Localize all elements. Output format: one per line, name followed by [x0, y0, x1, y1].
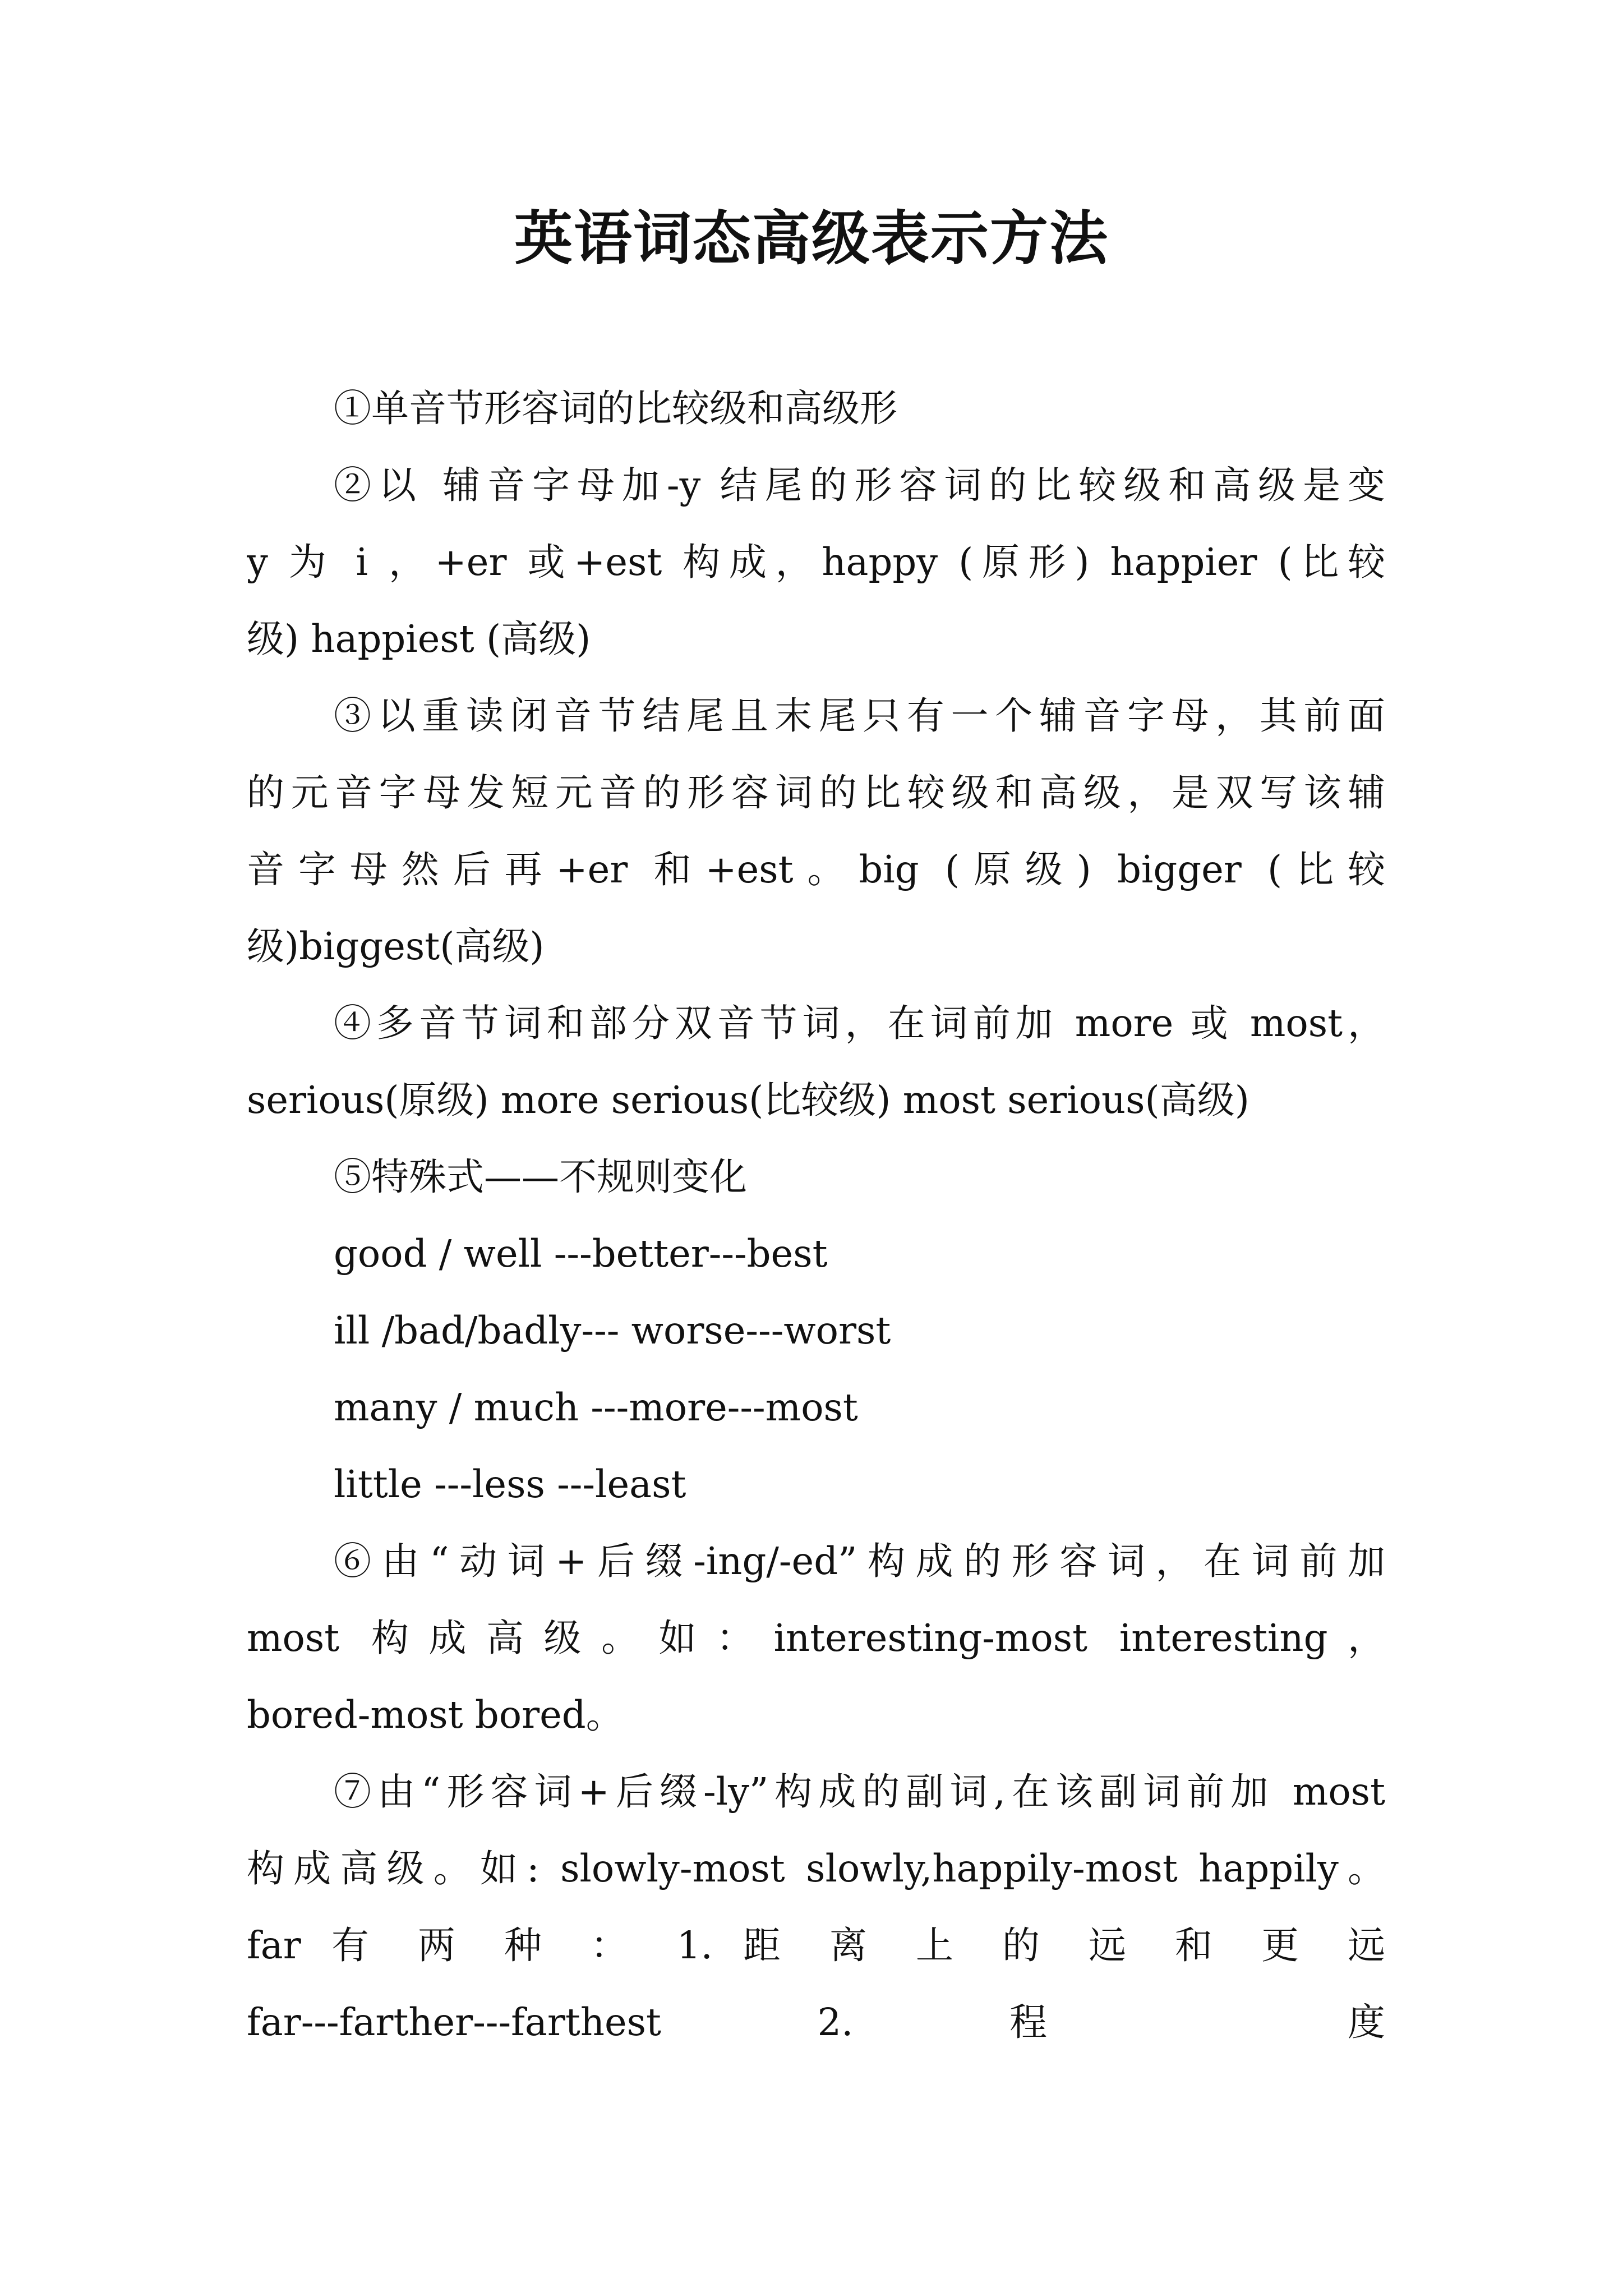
paragraph-line: little ---less ---least	[334, 1462, 686, 1506]
document-body	[247, 370, 1385, 2061]
paragraph-line: good / well ---better---best	[334, 1232, 828, 1276]
paragraph-line: ⑥由“动词+后缀-ing/-ed”构成的形容词，在词前加	[334, 1539, 1385, 1583]
paragraph-line: 级) happiest (高级)	[247, 617, 591, 661]
paragraph-line: y 为 i ，+er 或+est 构成，happy (原形) happier (比较	[247, 540, 1385, 584]
paragraph-line: ill /bad/badly--- worse---worst	[334, 1309, 891, 1352]
paragraph-line: ③以重读闭音节结尾且末尾只有一个辅音字母，其前面	[334, 694, 1385, 738]
document-title: 英语词态高级表示方法	[514, 204, 1109, 273]
paragraph-line: serious(原级) more serious(比较级) most serious(高级)	[247, 1078, 1249, 1122]
paragraph-line: most 构成高级。如：interesting-most interesting，	[247, 1616, 1385, 1660]
paragraph-line: 的元音字母发短元音的形容词的比较级和高级，是双写该辅	[247, 771, 1385, 815]
paragraph-line: far---farther---farthest 2. 程 度	[247, 2000, 1385, 2044]
paragraph-line: 级)biggest(高级)	[247, 924, 545, 968]
paragraph-line: 构成高级。如: slowly-most slowly,happily-most happily。	[247, 1847, 1385, 1890]
paragraph-line: 音字母然后再+er 和+est。big (原级) bigger (比较	[247, 848, 1385, 891]
paragraph-line: many / much ---more---most	[334, 1386, 858, 1429]
paragraph-line: ④多音节词和部分双音节词，在词前加 more 或 most，	[334, 1001, 1385, 1045]
paragraph-line: ②以 辅音字母加-y 结尾的形容词的比较级和高级是变	[334, 463, 1385, 507]
paragraph-line: ①单音节形容词的比较级和高级形	[334, 386, 897, 430]
paragraph-line: far 有 两 种 ： 1. 距 离 上 的 远 和 更 远	[247, 1924, 1385, 1967]
paragraph-line: ⑦由“形容词+后缀-ly”构成的副词,在该副词前加 most	[334, 1770, 1385, 1814]
paragraph-line: bored-most bored。	[247, 1693, 624, 1737]
paragraph-line: ⑤特殊式——不规则变化	[334, 1155, 747, 1199]
